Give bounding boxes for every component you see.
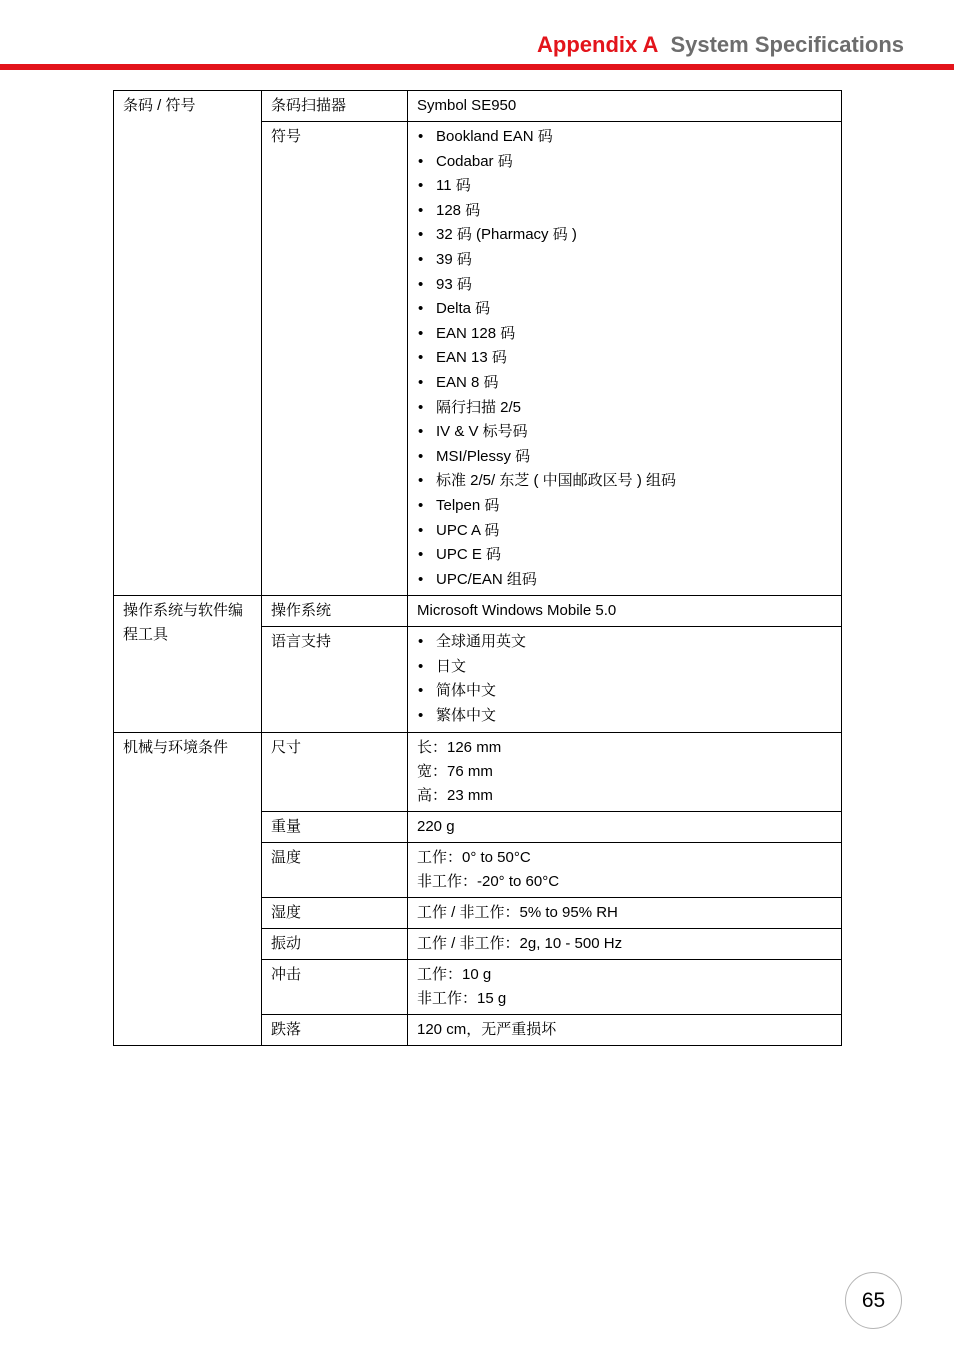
- spec-label: 冲击: [262, 959, 408, 1014]
- temp-operating: 工作：0° to 50°C: [417, 848, 531, 866]
- table-row: [114, 596, 842, 627]
- list-item: • 11 码: [417, 174, 833, 199]
- spec-label: 温度: [262, 842, 408, 897]
- list-item: • EAN 13 码: [417, 346, 833, 371]
- list-item: • UPC/EAN 组码: [417, 568, 833, 593]
- list-item: • 日文: [417, 655, 833, 680]
- list-item: • UPC E 码: [417, 543, 833, 568]
- list-item: • 标准 2/5/ 东芝 ( 中国邮政区号 ) 组码: [417, 469, 833, 494]
- spec-label: 条码扫描器: [262, 91, 408, 122]
- list-item: • Delta 码: [417, 297, 833, 322]
- section-title: System Specifications: [670, 32, 904, 57]
- spec-value: 工作 / 非工作：5% to 95% RH: [408, 897, 842, 928]
- spec-value: Microsoft Windows Mobile 5.0: [408, 596, 842, 627]
- symbology-list: [417, 125, 833, 592]
- list-item: • UPC A 码: [417, 519, 833, 544]
- page-header: [537, 32, 904, 58]
- list-item: • EAN 128 码: [417, 322, 833, 347]
- table-row: [114, 91, 842, 122]
- list-item: • Telpen 码: [417, 494, 833, 519]
- list-item: • 39 码: [417, 248, 833, 273]
- shock-storage: 非工作：15 g: [417, 989, 507, 1007]
- page-number: 65: [845, 1272, 902, 1329]
- list-item: • 隔行扫描 2/5: [417, 396, 833, 421]
- spec-value: 120 cm，无严重损坏: [408, 1014, 842, 1045]
- category-cell: 机械与环境条件: [114, 732, 262, 1045]
- spec-value: [408, 842, 842, 897]
- category-cell: 操作系统与软件编程工具: [114, 596, 262, 732]
- spec-label: 符号: [262, 122, 408, 596]
- spec-table: [113, 90, 842, 1046]
- temp-storage: 非工作：-20° to 60°C: [417, 872, 560, 890]
- list-item: • Codabar 码: [417, 150, 833, 175]
- list-item: • 93 码: [417, 273, 833, 298]
- spec-value: [408, 959, 842, 1014]
- spec-label: 操作系统: [262, 596, 408, 627]
- list-item: • MSI/Plessy 码: [417, 445, 833, 470]
- shock-operating: 工作：10 g: [417, 965, 492, 983]
- spec-label: 重量: [262, 811, 408, 842]
- size-length: 长：126 mm: [417, 738, 502, 756]
- spec-label: 振动: [262, 928, 408, 959]
- appendix-label: Appendix A: [537, 32, 659, 57]
- list-item: • 全球通用英文: [417, 630, 833, 655]
- spec-label: 湿度: [262, 897, 408, 928]
- spec-label: 语言支持: [262, 627, 408, 732]
- size-width: 宽：76 mm: [417, 762, 493, 780]
- spec-value: 工作 / 非工作：2g, 10 - 500 Hz: [408, 928, 842, 959]
- spec-label: 跌落: [262, 1014, 408, 1045]
- size-height: 高：23 mm: [417, 786, 493, 804]
- spec-value: [408, 627, 842, 732]
- list-item: • 128 码: [417, 199, 833, 224]
- spec-value: [408, 732, 842, 811]
- spec-label: 尺寸: [262, 732, 408, 811]
- table-row: [114, 732, 842, 811]
- header-rule: [0, 64, 954, 70]
- category-cell: 条码 / 符号: [114, 91, 262, 596]
- list-item: • 繁体中文: [417, 704, 833, 729]
- spec-value: Symbol SE950: [408, 91, 842, 122]
- list-item: • 简体中文: [417, 679, 833, 704]
- list-item: • Bookland EAN 码: [417, 125, 833, 150]
- list-item: • EAN 8 码: [417, 371, 833, 396]
- language-list: [417, 630, 833, 728]
- spec-value: [408, 122, 842, 596]
- list-item: • 32 码 (Pharmacy 码 ): [417, 223, 833, 248]
- list-item: • IV & V 标号码: [417, 420, 833, 445]
- spec-value: 220 g: [408, 811, 842, 842]
